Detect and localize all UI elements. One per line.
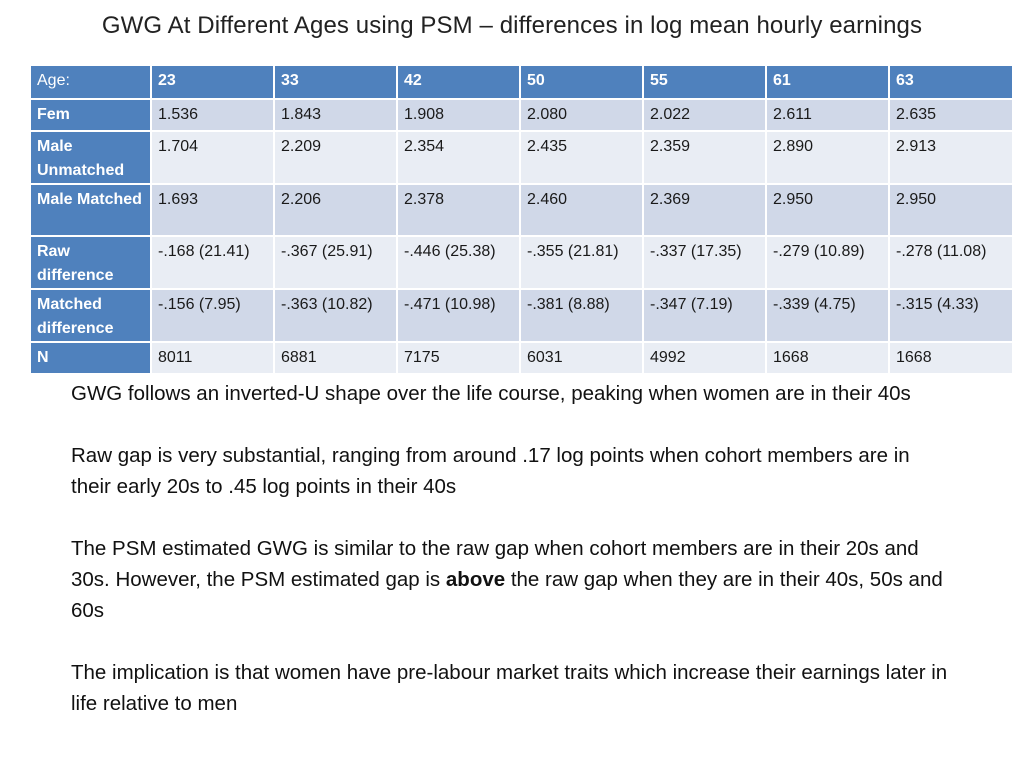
slide-title: GWG At Different Ages using PSM – differences in log mean hourly earnings <box>101 12 923 39</box>
row-label: Male Unmatched <box>30 131 151 184</box>
table-cell: 2.913 <box>889 131 1013 184</box>
row-label: Male Matched <box>30 184 151 236</box>
table-cell: -.168 (21.41) <box>151 236 274 289</box>
table-cell: -.446 (25.38) <box>397 236 520 289</box>
table-cell: 1668 <box>766 342 889 374</box>
table-row <box>30 342 1013 374</box>
table-cell: -.279 (10.89) <box>766 236 889 289</box>
age-header-cell: 42 <box>397 65 520 99</box>
table-cell: 2.950 <box>889 184 1013 236</box>
table-cell: 6031 <box>520 342 643 374</box>
table-cell: -.337 (17.35) <box>643 236 766 289</box>
age-header-cell: 63 <box>889 65 1013 99</box>
table-cell: 2.080 <box>520 99 643 131</box>
table-cell: 2.209 <box>274 131 397 184</box>
row-label: Raw difference <box>30 236 151 289</box>
table-cell: 2.359 <box>643 131 766 184</box>
table-cell: -.347 (7.19) <box>643 289 766 342</box>
age-header-cell: 23 <box>151 65 274 99</box>
table-cell: 1.704 <box>151 131 274 184</box>
table-cell: 2.611 <box>766 99 889 131</box>
table-cell: -.355 (21.81) <box>520 236 643 289</box>
table-cell: 1.536 <box>151 99 274 131</box>
table-cell: 2.890 <box>766 131 889 184</box>
table-cell: 2.635 <box>889 99 1013 131</box>
note-text: The PSM estimated GWG is similar to the raw gap when cohort members are in their 20s and 30s. However, the PSM estimated gap is <box>71 537 919 591</box>
row-label: Fem <box>30 99 151 131</box>
table-cell: 2.022 <box>643 99 766 131</box>
table-cell: 2.460 <box>520 184 643 236</box>
table-cell: 1.843 <box>274 99 397 131</box>
table-row <box>30 289 1013 342</box>
table-cell: 1.693 <box>151 184 274 236</box>
row-label: N <box>30 342 151 374</box>
age-header-cell: 33 <box>274 65 397 99</box>
table-cell: 8011 <box>151 342 274 374</box>
table-cell: -.367 (25.91) <box>274 236 397 289</box>
note-text: the raw gap when they are in their 40s, 50s and 60s <box>71 568 943 622</box>
table-cell: -.278 (11.08) <box>889 236 1013 289</box>
note-paragraph <box>71 533 951 626</box>
table-cell: 2.354 <box>397 131 520 184</box>
table-cell: 1.908 <box>397 99 520 131</box>
notes-body <box>71 378 951 750</box>
row-label: Matched difference <box>30 289 151 342</box>
table-cell: 1668 <box>889 342 1013 374</box>
table-cell: 2.378 <box>397 184 520 236</box>
table-row <box>30 184 1013 236</box>
table-cell: 7175 <box>397 342 520 374</box>
age-header-cell: 55 <box>643 65 766 99</box>
table-row <box>30 99 1013 131</box>
emphasis-text: above <box>445 568 506 591</box>
table-cell: -.339 (4.75) <box>766 289 889 342</box>
age-header-label: Age: <box>30 65 151 99</box>
table-row <box>30 131 1013 184</box>
table-cell: -.363 (10.82) <box>274 289 397 342</box>
table-cell: -.471 (10.98) <box>397 289 520 342</box>
table-cell: -.381 (8.88) <box>520 289 643 342</box>
note-paragraph: Raw gap is very substantial, ranging from around .17 log points when cohort members are in their early 20s to .45 log points in their 40s <box>71 444 910 498</box>
age-header-cell: 61 <box>766 65 889 99</box>
table-cell: 4992 <box>643 342 766 374</box>
table-cell: 6881 <box>274 342 397 374</box>
table-row <box>30 236 1013 289</box>
age-header-cell: 50 <box>520 65 643 99</box>
table-cell: 2.206 <box>274 184 397 236</box>
gwg-table <box>29 64 1014 375</box>
note-paragraph: GWG follows an inverted-U shape over the life course, peaking when women are in their 40s <box>71 382 911 405</box>
table-cell: 2.950 <box>766 184 889 236</box>
table-cell: 2.435 <box>520 131 643 184</box>
header-row <box>30 65 1013 99</box>
note-paragraph: The implication is that women have pre-labour market traits which increase their earnings later in life relative to men <box>71 661 948 715</box>
table-cell: -.315 (4.33) <box>889 289 1013 342</box>
table-cell: -.156 (7.95) <box>151 289 274 342</box>
table-cell: 2.369 <box>643 184 766 236</box>
